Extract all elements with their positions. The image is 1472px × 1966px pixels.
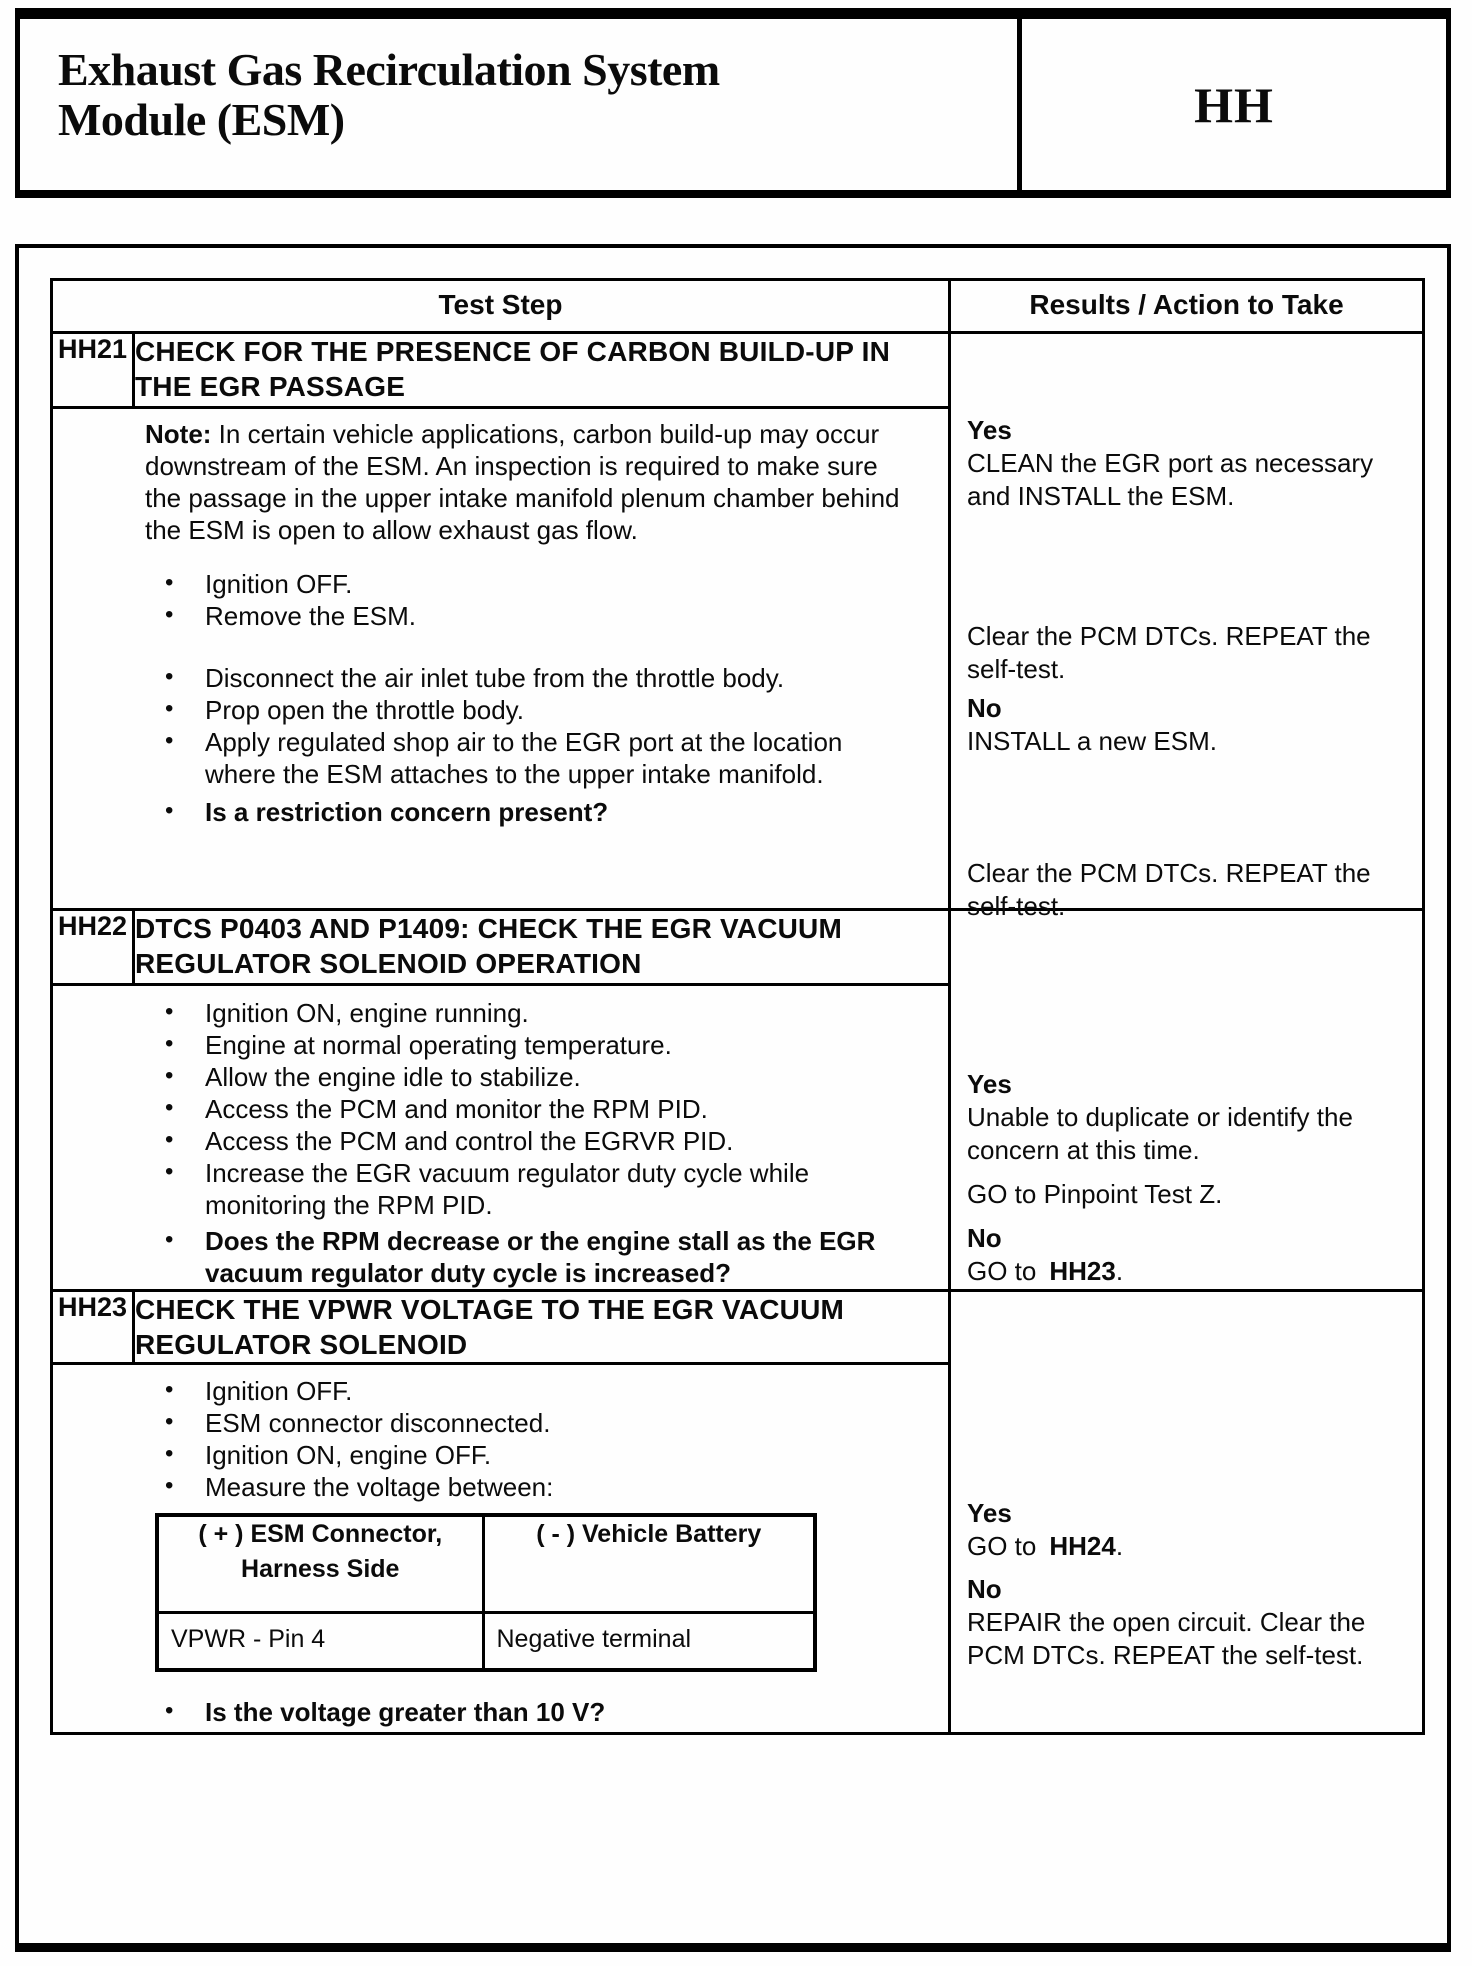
yes-goto: GO to HH24. — [967, 1531, 1124, 1561]
bullet-marker: • — [165, 1094, 174, 1121]
test-question-hh23: • Is the voltage greater than 10 V? — [165, 1697, 606, 1727]
test-title-hh23: CHECK THE VPWR VOLTAGE TO THE EGR VACUUM REGULATOR SOLENOID — [134, 1291, 950, 1364]
test-row-hh22-title — [52, 910, 1424, 985]
test-row-hh23-title — [52, 1291, 1424, 1364]
test-id-hh21: HH21 — [52, 333, 134, 408]
bullet-marker: • — [165, 1697, 174, 1724]
note-text: In certain vehicle applications, carbon build-up may occur downstream of the ESM. An inspection is required to make sure the passage in the upper intake manifold plenum chamber behind the ESM is open to allow exhaust gas flow. — [145, 419, 900, 545]
hh21-yes-followup: Clear the PCM DTCs. REPEAT the self-test. — [967, 621, 1371, 684]
list-item: • ESM connector disconnected. — [165, 1408, 551, 1438]
list-item: • Access the PCM and monitor the RPM PID. — [165, 1094, 708, 1124]
question-group — [145, 1696, 948, 1728]
pinpoint-test-table — [50, 278, 1425, 1735]
document-header — [15, 8, 1451, 198]
positive-probe-header: ( + ) ESM Connector, Harness Side — [157, 1515, 483, 1613]
bullet-marker: • — [165, 727, 174, 754]
list-item: • Increase the EGR vacuum regulator duty cycle while monitoring the RPM PID. — [165, 1158, 810, 1220]
list-item: • Apply regulated shop air to the EGR port at the location where the ESM attaches to the upper intake manifold. — [165, 727, 843, 789]
bullet-marker: • — [165, 1030, 174, 1057]
list-item: • Disconnect the air inlet tube from the throttle body. — [165, 663, 785, 693]
list-item: • Prop open the throttle body. — [165, 695, 524, 725]
bullet-marker: • — [165, 998, 174, 1025]
positive-probe-value: VPWR - Pin 4 — [157, 1613, 483, 1671]
measurement-header-row — [157, 1515, 815, 1613]
note-paragraph — [145, 418, 913, 546]
hh23-yes-result — [967, 1497, 1405, 1563]
bullet-group-2 — [145, 662, 948, 828]
measurement-value-row — [157, 1613, 815, 1671]
hh22-yes-result — [967, 1068, 1405, 1167]
list-item: • Allow the engine idle to stabilize. — [165, 1062, 581, 1092]
bullet-marker: • — [165, 1062, 174, 1089]
bullet-marker: • — [165, 695, 174, 722]
bullet-group-1 — [145, 568, 948, 632]
page-title-line1: Exhaust Gas Recirculation System — [58, 44, 720, 95]
test-id-hh22: HH22 — [52, 910, 134, 985]
content-area — [15, 244, 1451, 1952]
test-title-hh21: CHECK FOR THE PRESENCE OF CARBON BUILD-UP IN THE EGR PASSAGE — [134, 333, 950, 408]
table-header-row — [52, 280, 1424, 333]
no-action: INSTALL a new ESM. — [967, 726, 1217, 756]
test-question-hh21: • Is a restriction concern present? — [165, 797, 609, 827]
test-title-hh22: DTCS P0403 AND P1409: CHECK THE EGR VACUUM REGULATOR SOLENOID OPERATION — [134, 910, 950, 985]
note-label: Note: — [145, 419, 212, 449]
test-body-hh23 — [52, 1364, 950, 1734]
yes-action: Unable to duplicate or identify the concern at this time. — [967, 1102, 1353, 1165]
hh23-no-result — [967, 1573, 1405, 1672]
hh21-yes-result — [967, 414, 1405, 513]
page-title-line2: Module (ESM) — [58, 94, 345, 145]
list-item: • Measure the voltage between: — [165, 1472, 554, 1502]
section-code: HH — [1194, 76, 1274, 133]
results-cell-hh23 — [950, 1291, 1424, 1734]
test-body-hh22 — [52, 985, 950, 1291]
list-item: • Remove the ESM. — [165, 601, 416, 631]
bullet-marker: • — [165, 601, 174, 628]
list-item: • Ignition ON, engine running. — [165, 998, 529, 1028]
test-id-hh23: HH23 — [52, 1291, 134, 1364]
column-header-results: Results / Action to Take — [950, 280, 1424, 333]
goto-target-hh23: HH23 — [1049, 1256, 1116, 1286]
test-body-hh21 — [52, 408, 950, 910]
no-goto: GO to HH23. — [967, 1256, 1124, 1286]
bullet-marker: • — [165, 1440, 174, 1467]
negative-probe-header: ( - ) Vehicle Battery — [483, 1515, 815, 1613]
bullet-marker: • — [165, 1376, 174, 1403]
no-label: No — [967, 1574, 1002, 1604]
yes-action: CLEAN the EGR port as necessary and INSTALL the ESM. — [967, 448, 1374, 511]
negative-probe-value: Negative terminal — [483, 1613, 815, 1671]
voltage-measurement-table — [155, 1513, 817, 1672]
no-label: No — [967, 1223, 1002, 1253]
column-header-test-step: Test Step — [52, 280, 950, 333]
list-item: • Ignition OFF. — [165, 569, 353, 599]
hh22-no-result — [967, 1222, 1405, 1288]
bullet-marker: • — [165, 569, 174, 596]
bullet-group — [145, 997, 948, 1289]
bullet-marker: • — [165, 663, 174, 690]
header-title-cell — [20, 19, 1022, 190]
list-item: • Ignition OFF. — [165, 1376, 353, 1406]
bullet-marker: • — [165, 1472, 174, 1499]
bullet-marker: • — [165, 1126, 174, 1153]
no-action: REPAIR the open circuit. Clear the PCM DTCs. REPEAT the self-test. — [967, 1607, 1366, 1670]
yes-label: Yes — [967, 415, 1012, 445]
bullet-group — [145, 1375, 948, 1503]
list-item: • Engine at normal operating temperature. — [165, 1030, 672, 1060]
no-label: No — [967, 693, 1002, 723]
test-question-hh22: • Does the RPM decrease or the engine stall as the EGR vacuum regulator duty cycle is increased? — [165, 1226, 876, 1288]
bullet-marker: • — [165, 1226, 174, 1253]
results-cell-hh21 — [950, 333, 1424, 921]
list-item: • Ignition ON, engine OFF. — [165, 1440, 492, 1470]
bullet-marker: • — [165, 1158, 174, 1185]
hh21-no-followup: Clear the PCM DTCs. REPEAT the self-test. — [967, 858, 1371, 921]
yes-label: Yes — [967, 1069, 1012, 1099]
results-cell-hh22 — [950, 910, 1424, 1291]
bullet-marker: • — [165, 797, 174, 824]
goto-target-hh24: HH24 — [1049, 1531, 1116, 1561]
yes-label: Yes — [967, 1498, 1012, 1528]
page-title — [58, 45, 1017, 145]
test-row-hh21-title — [52, 333, 1424, 408]
list-item: • Access the PCM and control the EGRVR PID. — [165, 1126, 734, 1156]
hh22-yes-goto: GO to Pinpoint Test Z. — [967, 1179, 1223, 1209]
bullet-marker: • — [165, 1408, 174, 1435]
hh21-no-result — [967, 692, 1405, 758]
